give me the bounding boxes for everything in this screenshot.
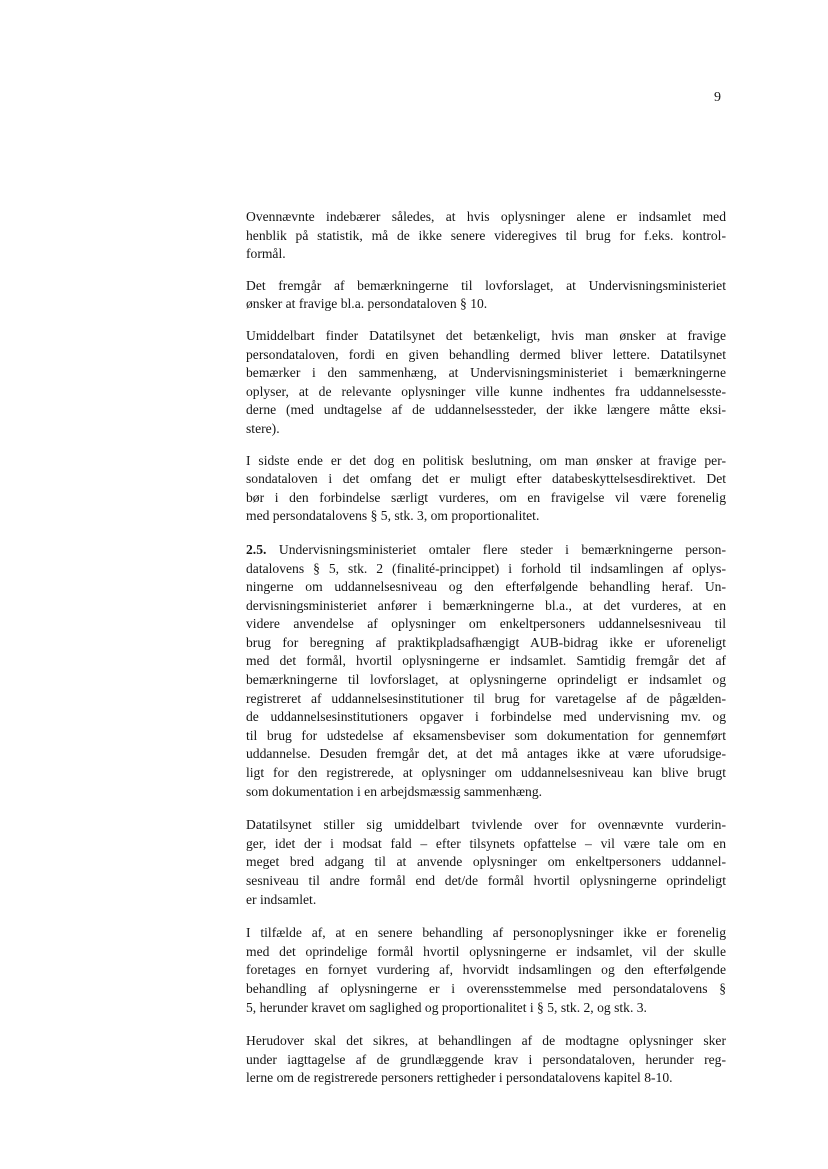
text-line: Herudover skal det sikres, at behandlingen af de modtagne oplysninger sker bbox=[246, 1033, 726, 1049]
text-line bbox=[246, 541, 726, 560]
text-line: henblik på statistik, må de ikke senere videregives til brug for f.eks. kontrol- bbox=[246, 227, 726, 243]
text-line: Datatilsynet stiller sig umiddelbart tvivlende over for ovennævnte vurderin- bbox=[246, 817, 726, 833]
text-line: stere). bbox=[246, 420, 280, 436]
text-line: datalovens § 5, stk. 2 (finalité-princippet) i forhold til indsamlingen af oplys- bbox=[246, 560, 726, 576]
paragraph bbox=[246, 452, 726, 526]
text-line: I tilfælde af, at en senere behandling af personoplysninger ikke er forenelig bbox=[246, 925, 726, 941]
text-line: til brug for udstedelse af eksamensbeviser som dokumentation for gennemført bbox=[246, 727, 726, 743]
text-line: uddannelse. Desuden fremgår det, at det må antages ikke at være uforudsige- bbox=[246, 746, 726, 762]
text-line: bør i den forbindelse særligt vurderes, om en fravigelse vil være forenelig bbox=[246, 489, 726, 505]
text-line: ger, idet der i modsat fald – efter tilsynets opfattelse – vil være tale om en bbox=[246, 835, 726, 851]
page-number: 9 bbox=[714, 90, 721, 105]
text-line: med persondatalovens § 5, stk. 3, om proportionalitet. bbox=[246, 508, 540, 524]
text-line: sesniveau til andre formål end det/de formål hvortil oplysningerne oprindeligt bbox=[246, 873, 726, 888]
text-line: brug for beregning af praktikpladsafhængigt AUB-bidrag ikke er uforeneligt bbox=[246, 634, 726, 650]
text-line: bemærker i den sammenhæng, at Undervisningsministeriet i bemærkningerne bbox=[246, 365, 726, 381]
text-line: persondataloven, fordi en given behandling dermed bliver lettere. Datatilsynet bbox=[246, 346, 726, 362]
text-line: dervisningsministeriet anfører i bemærkningerne bl.a., at det vurderes, at en bbox=[246, 597, 726, 613]
text-line: de uddannelsesinstitutioners opgaver i forbindelse med undervisning mv. og bbox=[246, 709, 726, 725]
document-body bbox=[246, 208, 726, 1101]
text-line: ligt for den registrerede, at oplysninger om uddannelsesniveau kan blive brugt bbox=[246, 765, 726, 781]
text-line: ningerne om uddannelsesniveau og den efterfølgende behandling heraf. Un- bbox=[246, 579, 726, 595]
text-line: formål. bbox=[246, 246, 286, 262]
paragraph bbox=[246, 277, 726, 314]
text-line: sondataloven i det omfang det er muligt efter databeskyttelsesdirektivet. Det bbox=[246, 471, 726, 487]
text-line: med det oprindelige formål hvortil oplysningerne er indsamlet, vil der skulle bbox=[246, 943, 726, 959]
section-first-line: Undervisningsministeriet omtaler flere steder i bemærkningerne person- bbox=[278, 541, 727, 557]
text-line: med det formål, hvortil oplysningerne er indsamlet. Samtidig fremgår det af bbox=[246, 653, 726, 669]
section-2-5-paragraph bbox=[246, 541, 726, 801]
text-line: bemærkningerne til lovforslaget, at oplysningerne oprindeligt er indsamlet og bbox=[246, 672, 726, 688]
text-line: meget bred adgang til at anvende oplysninger om enkeltpersoners uddannel- bbox=[246, 854, 726, 870]
text-line: Det fremgår af bemærkningerne til lovforslaget, at Undervisningsministeriet bbox=[246, 277, 726, 293]
text-line: 5, herunder kravet om saglighed og proportionalitet i § 5, stk. 2, og stk. 3. bbox=[246, 999, 647, 1015]
text-line: Ovennævnte indebærer således, at hvis oplysninger alene er indsamlet med bbox=[246, 209, 726, 224]
text-line: videre anvendelse af oplysninger om enkeltpersoners uddannelsesniveau til bbox=[246, 616, 726, 632]
text-line: under iagttagelse af de grundlæggende krav i persondataloven, herunder reg- bbox=[246, 1051, 726, 1067]
text-line: I sidste ende er det dog en politisk beslutning, om man ønsker at fravige per- bbox=[246, 452, 726, 468]
text-line: oplyser, at de relevante oplysninger ville kunne indhentes fra uddannelsesste- bbox=[246, 383, 726, 399]
text-line: lerne om de registrerede personers rettigheder i persondatalovens kapitel 8-10. bbox=[246, 1070, 673, 1086]
paragraph bbox=[246, 816, 726, 909]
text-line: registreret af uddannelsesinstitutioner til brug for varetagelse af de pågælden- bbox=[246, 690, 726, 706]
section-number: 2.5. bbox=[246, 541, 267, 557]
paragraph bbox=[246, 924, 726, 1017]
text-line: derne (med undtagelse af de uddannelsessteder, der ikke længere måtte eksi- bbox=[246, 402, 726, 418]
text-line: foretages en fornyet vurdering af, hvorvidt indsamlingen og den efterfølgende bbox=[246, 962, 726, 978]
text-line: behandling af oplysningerne er i overensstemmelse med persondatalovens § bbox=[246, 980, 726, 996]
paragraph bbox=[246, 327, 726, 439]
paragraph bbox=[246, 208, 726, 264]
text-line: er indsamlet. bbox=[246, 891, 317, 907]
text-line: som dokumentation i en arbejdsmæssig sammenhæng. bbox=[246, 783, 543, 799]
text-line: ønsker at fravige bl.a. persondataloven § 10. bbox=[246, 296, 488, 312]
paragraph bbox=[246, 1032, 726, 1088]
text-line: Umiddelbart finder Datatilsynet det betænkeligt, hvis man ønsker at fravige bbox=[246, 327, 726, 343]
